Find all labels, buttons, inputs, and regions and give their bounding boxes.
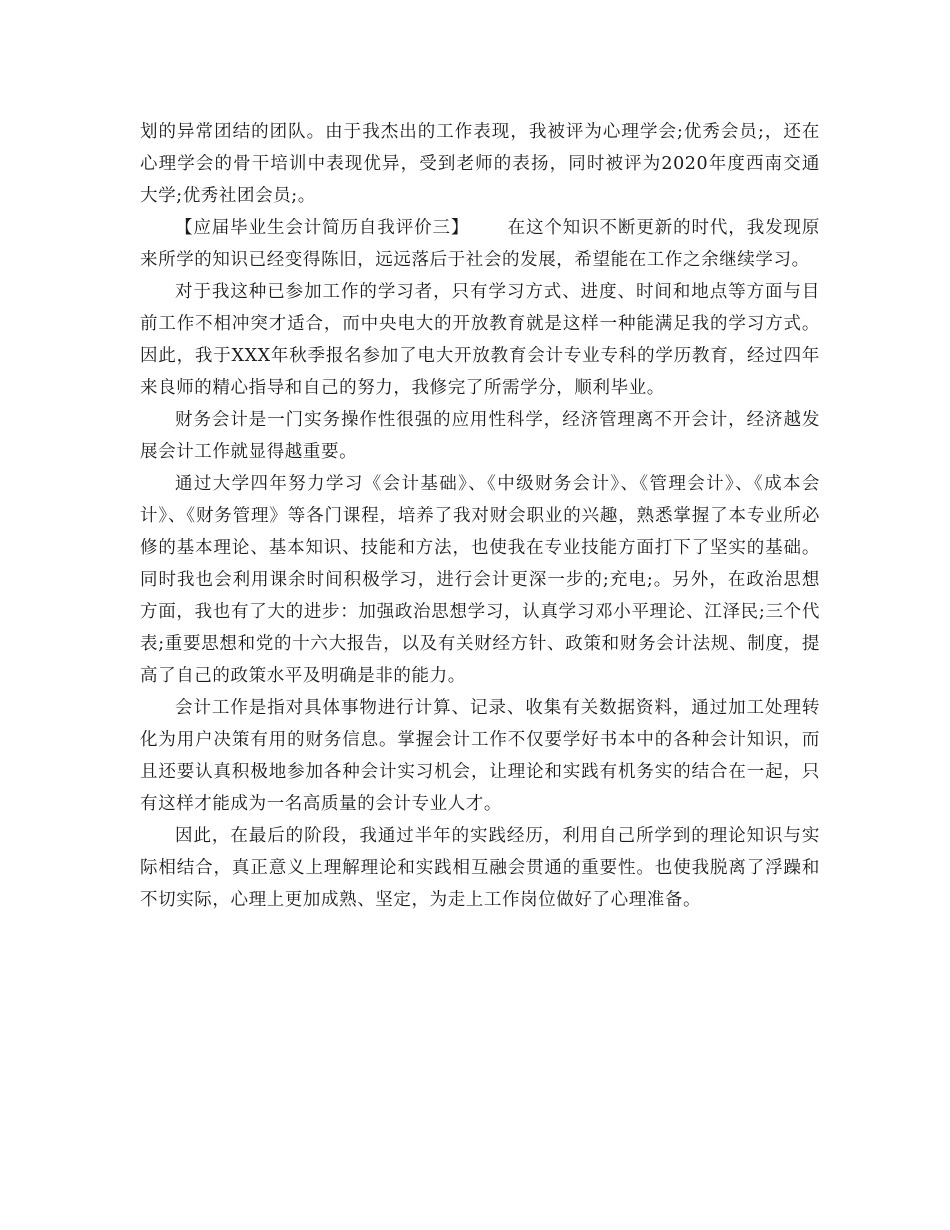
- paragraph-continuation: 划的异常团结的团队。由于我杰出的工作表现，我被评为心理学会;优秀会员;，还在心理学会的骨干培训中表现优异，受到老师的表扬，同时被评为2020年度西南交通大学;优秀社团会员;。: [140, 122, 820, 206]
- section-heading: 【应届毕业生会计简历自我评价三】: [175, 218, 470, 238]
- paragraph-section-three: [140, 212, 820, 276]
- paragraph: 对于我这种已参加工作的学习者，只有学习方式、进度、时间和地点等方面与目前工作不相冲突才适合，而中央电大的开放教育就是这样一种能满足我的学习方式。因此，我于XXX年秋季报名参加了电大开放教育会计专业专科的学历教育，经过四年来良师的精心指导和自己的努力，我修完了所需学分，顺利毕业。: [140, 282, 820, 398]
- paragraph: 因此，在最后的阶段，我通过半年的实践经历，利用自己所学到的理论知识与实际相结合，真正意义上理解理论和实践相互融会贯通的重要性。也使我脱离了浮躁和不切实际，心理上更加成熟、坚定，为走上工作岗位做好了心理准备。: [140, 826, 820, 910]
- paragraph: 财务会计是一门实务操作性很强的应用性科学，经济管理离不开会计，经济越发展会计工作就显得越重要。: [140, 410, 820, 462]
- document-body: [140, 116, 820, 916]
- paragraph: 通过大学四年努力学习《会计基础》、《中级财务会计》、《管理会计》、《成本会计》、《财务管理》等各门课程，培养了我对财会职业的兴趣，熟悉掌握了本专业所必修的基本理论、基本知识、技能和方法，也使我在专业技能方面打下了坚实的基础。同时我也会利用课余时间积极学习，进行会计更深一步的;充电;。另外，在政治思想方面，我也有了大的进步：加强政治思想学习，认真学习邓小平理论、江泽民;三个代表;重要思想和党的十六大报告，以及有关财经方针、政策和财务会计法规、制度，提高了自己的政策水平及明确是非的能力。: [140, 474, 820, 686]
- section-intro-text: 在这个知识不断更新的时代，我发现原来所学的知识已经变得陈旧，远远落后于社会的发展，希望能在工作之余继续学习。: [140, 218, 820, 270]
- paragraph: 会计工作是指对具体事物进行计算、记录、收集有关数据资料，通过加工处理转化为用户决策有用的财务信息。掌握会计工作不仅要学好书本中的各种会计知识，而且还要认真积极地参加各种会计实习机会，让理论和实践有机务实的结合在一起，只有这样才能成为一名高质量的会计专业人才。: [140, 698, 820, 814]
